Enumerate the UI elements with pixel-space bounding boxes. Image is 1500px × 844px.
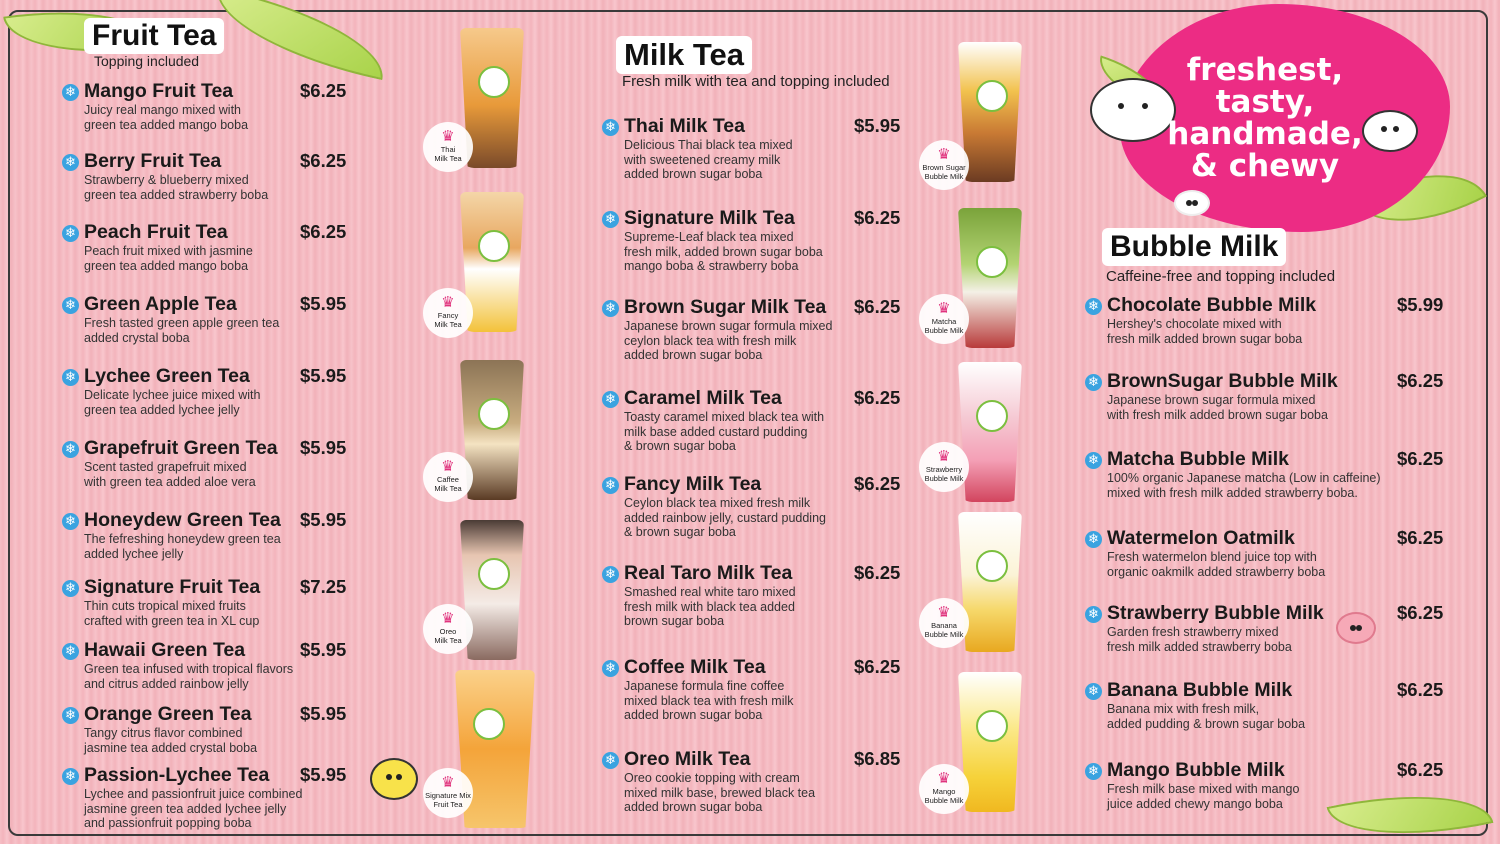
description-line: The fefreshing honeydew green tea — [84, 532, 281, 546]
menu-item-price: $6.25 — [300, 221, 347, 242]
crown-icon: ♛ — [937, 145, 951, 163]
snowflake-icon: ❄ — [1085, 763, 1102, 780]
description-line: with green tea added aloe vera — [84, 474, 256, 489]
cup-badge — [919, 598, 969, 648]
menu-item-price: $6.25 — [1397, 527, 1444, 548]
menu-item-description — [84, 662, 293, 691]
cup-badge — [423, 452, 473, 502]
menu-item — [65, 80, 347, 132]
description-line: Thin cuts tropical mixed fruits — [84, 599, 246, 613]
description-line: Tangy citrus flavor combined — [84, 726, 243, 740]
menu-item-description — [1107, 471, 1381, 500]
tagline-line: handmade, — [1167, 116, 1363, 152]
menu-item-name: Passion-Lychee Tea — [84, 764, 270, 786]
description-line: fresh milk, added brown sugar boba — [624, 244, 823, 259]
description-line: added brown sugar boba — [624, 800, 763, 814]
crown-icon: ♛ — [441, 457, 455, 475]
menu-item-name: Mango Fruit Tea — [84, 80, 234, 102]
mochi-yellow-mascot-icon — [370, 758, 418, 800]
description-line: juice added chewy mango boba — [1107, 796, 1283, 811]
description-line: Lychee and passionfruit juice combined — [84, 787, 303, 801]
menu-item — [605, 115, 901, 182]
menu-item-description — [84, 103, 248, 132]
description-line: jasmine tea added crystal boba — [84, 740, 258, 755]
menu-item-price: $6.25 — [1397, 759, 1444, 780]
description-line: Delicious Thai black tea mixed — [624, 138, 793, 152]
description-line: ceylon black tea with fresh milk — [624, 333, 797, 348]
snowflake-icon: ❄ — [602, 752, 619, 769]
description-line: added pudding & brown sugar boba — [1107, 716, 1306, 731]
mochi-mascot-icon-tiny — [1174, 190, 1210, 216]
menu-item — [65, 703, 347, 755]
badge-label: Oreo — [439, 627, 457, 636]
description-line: Ceylon black tea mixed fresh milk — [624, 496, 811, 510]
menu-item — [605, 562, 901, 629]
menu-item-name: Green Apple Tea — [84, 293, 237, 315]
snowflake-icon: ❄ — [1085, 374, 1102, 391]
description-line: milk base added custard pudding — [624, 424, 808, 439]
description-line: brown sugar boba — [624, 614, 725, 628]
description-line: added brown sugar boba — [624, 167, 763, 181]
menu-item — [65, 293, 347, 345]
description-line: mango boba & strawberry boba — [624, 259, 799, 273]
menu-item — [65, 437, 347, 489]
menu-item-price: $6.25 — [1397, 370, 1444, 391]
menu-item-description — [84, 388, 260, 417]
description-line: with sweetened creamy milk — [624, 152, 781, 167]
snowflake-icon: ❄ — [62, 297, 79, 314]
description-line: Green tea infused with tropical flavors — [84, 662, 294, 676]
badge-label: Strawberry — [925, 465, 963, 474]
menu-item — [1088, 602, 1444, 654]
description-line: organic oakmilk added strawberry boba — [1107, 564, 1326, 579]
description-line: mixed black tea with fresh milk — [624, 693, 794, 708]
milk-tea-title: Milk Tea — [616, 36, 752, 74]
description-line: added crystal boba — [84, 330, 190, 345]
tagline-line: & chewy — [1190, 148, 1340, 184]
description-line: & brown sugar boba — [624, 439, 736, 453]
menu-item-description — [1107, 317, 1316, 346]
badge-label: Fancy — [437, 311, 459, 320]
crown-icon: ♛ — [441, 127, 455, 145]
menu-item — [605, 387, 901, 454]
badge-label: Bubble Milk — [924, 796, 964, 805]
description-line: crafted with green tea in XL cup — [84, 613, 260, 628]
tagline — [1165, 54, 1365, 182]
bubble-milk-subtitle: Caffeine-free and topping included — [1106, 268, 1336, 285]
menu-item-price: $6.25 — [854, 656, 901, 677]
badge-label: Bubble Milk — [924, 172, 964, 181]
menu-item-description — [624, 771, 815, 815]
menu-item-price: $5.95 — [300, 365, 347, 386]
menu-item — [65, 576, 347, 628]
snowflake-icon: ❄ — [602, 119, 619, 136]
description-line: green tea added lychee jelly — [84, 402, 240, 417]
menu-item-name: Grapefruit Green Tea — [84, 437, 278, 459]
menu-item — [1088, 370, 1444, 422]
description-line: Hershey's chocolate mixed with — [1107, 317, 1282, 331]
snowflake-icon: ❄ — [602, 211, 619, 228]
crown-icon: ♛ — [937, 447, 951, 465]
snowflake-icon: ❄ — [602, 391, 619, 408]
menu-item-price: $6.25 — [1397, 448, 1444, 469]
description-line: Japanese brown sugar formula mixed — [1107, 393, 1316, 407]
snowflake-icon: ❄ — [62, 225, 79, 242]
menu-item-name: Honeydew Green Tea — [84, 509, 281, 531]
description-line: added lychee jelly — [84, 546, 184, 561]
snowflake-icon: ❄ — [1085, 683, 1102, 700]
description-line: Fresh milk base mixed with mango — [1107, 782, 1300, 796]
menu-item — [65, 509, 347, 561]
description-line: Banana mix with fresh milk, — [1107, 702, 1260, 716]
snowflake-icon: ❄ — [62, 707, 79, 724]
menu-item-description — [624, 496, 826, 540]
cup-badge — [919, 294, 969, 344]
badge-label: Matcha — [931, 317, 957, 326]
description-line: green tea added mango boba — [84, 117, 249, 132]
snowflake-icon: ❄ — [602, 477, 619, 494]
snowflake-icon: ❄ — [1085, 452, 1102, 469]
menu-item-price: $5.95 — [854, 115, 901, 136]
menu-item-price: $6.25 — [854, 296, 901, 317]
menu-item-description — [624, 410, 824, 454]
description-line: green tea added strawberry boba — [84, 187, 269, 202]
menu-item-name: Hawaii Green Tea — [84, 639, 246, 661]
cup-badge — [919, 140, 969, 190]
menu-item-name: Real Taro Milk Tea — [624, 562, 793, 584]
snowflake-icon: ❄ — [1085, 606, 1102, 623]
menu-item-name: Berry Fruit Tea — [84, 150, 222, 172]
snowflake-icon: ❄ — [1085, 531, 1102, 548]
menu-item-description — [1107, 393, 1338, 422]
description-line: fresh milk with black tea added — [624, 599, 795, 614]
menu-item-description — [84, 599, 260, 628]
menu-item-description — [1107, 625, 1324, 654]
menu-item — [605, 748, 901, 815]
snowflake-icon: ❄ — [62, 768, 79, 785]
menu-item — [1088, 448, 1444, 500]
badge-label: Bubble Milk — [924, 474, 964, 483]
menu-item-description — [84, 316, 279, 345]
snowflake-icon: ❄ — [62, 84, 79, 101]
menu-item-price: $5.95 — [300, 509, 347, 530]
description-line: green tea added mango boba — [84, 258, 249, 273]
menu-item-price: $7.25 — [300, 576, 347, 597]
description-line: Garden fresh strawberry mixed — [1107, 625, 1279, 639]
badge-label: Bubble Milk — [924, 326, 964, 335]
menu-item-name: Watermelon Oatmilk — [1107, 527, 1295, 549]
crown-icon: ♛ — [937, 603, 951, 621]
cup-badge — [423, 122, 473, 172]
menu-item-description — [84, 460, 278, 489]
cup-badge — [423, 768, 473, 818]
badge-label: Banana — [931, 621, 957, 630]
menu-item-price: $6.85 — [854, 748, 901, 769]
menu-item — [1088, 294, 1444, 346]
menu-item — [65, 365, 347, 417]
cup-badge — [423, 288, 473, 338]
badge-label: Caffee — [437, 475, 459, 484]
description-line: fresh milk added strawberry boba — [1107, 639, 1292, 654]
fruit-tea-title: Fruit Tea — [84, 18, 224, 54]
badge-label: Mango — [932, 787, 956, 796]
menu-item-name: Signature Fruit Tea — [84, 576, 261, 598]
menu-item-price: $5.99 — [1397, 294, 1444, 315]
crown-icon: ♛ — [937, 769, 951, 787]
menu-item-description — [84, 244, 253, 273]
description-line: and passionfruit popping boba — [84, 816, 252, 830]
description-line: Delicate lychee juice mixed with — [84, 388, 261, 402]
menu-item-description — [84, 726, 257, 755]
description-line: fresh milk added brown sugar boba — [1107, 331, 1303, 346]
menu-item-description — [84, 532, 281, 561]
crown-icon: ♛ — [441, 293, 455, 311]
snowflake-icon: ❄ — [62, 643, 79, 660]
menu-item-name: Lychee Green Tea — [84, 365, 250, 387]
menu-item-name: Banana Bubble Milk — [1107, 679, 1293, 701]
menu-item-description — [624, 138, 793, 182]
badge-label: Milk Tea — [434, 320, 462, 329]
menu-item-description — [624, 230, 823, 274]
menu-item-name: Coffee Milk Tea — [624, 656, 766, 678]
badge-label: Thai — [440, 145, 456, 154]
badge-label: Milk Tea — [434, 484, 462, 493]
menu-item-price: $6.25 — [1397, 602, 1444, 623]
strawberry-mochi-icon — [1336, 612, 1376, 644]
description-line: Supreme-Leaf black tea mixed — [624, 230, 794, 244]
tagline-line: tasty, — [1215, 84, 1315, 120]
snowflake-icon: ❄ — [602, 660, 619, 677]
snowflake-icon: ❄ — [602, 300, 619, 317]
menu-item-name: Strawberry Bubble Milk — [1107, 602, 1324, 624]
menu-item — [65, 639, 347, 691]
menu-item — [1088, 527, 1444, 579]
menu-item-name: Peach Fruit Tea — [84, 221, 228, 243]
menu-item-name: Oreo Milk Tea — [624, 748, 751, 770]
badge-label: Fruit Tea — [433, 800, 463, 809]
menu-item-name: Matcha Bubble Milk — [1107, 448, 1290, 470]
snowflake-icon: ❄ — [602, 566, 619, 583]
menu-item-price: $6.25 — [854, 387, 901, 408]
description-line: Smashed real white taro mixed — [624, 585, 796, 599]
mochi-mascot-icon — [1090, 78, 1176, 142]
menu-item-price: $6.25 — [1397, 679, 1444, 700]
description-line: Strawberry & blueberry mixed — [84, 173, 249, 187]
crown-icon: ♛ — [937, 299, 951, 317]
menu-item-name: Mango Bubble Milk — [1107, 759, 1285, 781]
menu-item-name: Signature Milk Tea — [624, 207, 795, 229]
cup-badge — [423, 604, 473, 654]
description-line: Toasty caramel mixed black tea with — [624, 410, 825, 424]
menu-item-name: Thai Milk Tea — [624, 115, 745, 137]
badge-label: Milk Tea — [434, 154, 462, 163]
menu-item-price: $6.25 — [854, 562, 901, 583]
menu-item-description — [624, 319, 832, 363]
snowflake-icon: ❄ — [62, 580, 79, 597]
menu-item-description — [1107, 550, 1325, 579]
badge-label: Signature Mix — [425, 791, 471, 800]
menu-item-description — [84, 173, 268, 202]
menu-item-price: $5.95 — [300, 703, 347, 724]
description-line: jasmine green tea added lychee jelly — [84, 801, 287, 816]
description-line: 100% organic Japanese matcha (Low in caffeine) — [1107, 471, 1381, 485]
menu-item-description — [1107, 702, 1305, 731]
snowflake-icon: ❄ — [1085, 298, 1102, 315]
description-line: Japanese brown sugar formula mixed — [624, 319, 833, 333]
menu-item-description — [624, 585, 796, 629]
description-line: mixed milk base, brewed black tea — [624, 785, 816, 800]
cup-badge — [919, 442, 969, 492]
description-line: Japanese formula fine coffee — [624, 679, 785, 693]
mochi-mascot-icon-small — [1362, 110, 1418, 152]
crown-icon: ♛ — [441, 773, 455, 791]
menu-item — [605, 296, 901, 363]
crown-icon: ♛ — [441, 609, 455, 627]
bubble-milk-title: Bubble Milk — [1102, 228, 1286, 266]
description-line: Fresh watermelon blend juice top with — [1107, 550, 1317, 564]
description-line: Juicy real mango mixed with — [84, 103, 242, 117]
menu-item — [1088, 679, 1444, 731]
menu-item-description — [1107, 782, 1299, 811]
menu-item — [605, 656, 901, 723]
menu-item-price: $5.95 — [300, 764, 347, 785]
badge-label: Brown Sugar — [922, 163, 966, 172]
menu-item-price: $6.25 — [300, 80, 347, 101]
description-line: with fresh milk added brown sugar boba — [1107, 407, 1328, 422]
menu-item-price: $6.25 — [854, 473, 901, 494]
menu-item — [65, 221, 347, 273]
menu-item — [1088, 759, 1444, 811]
description-line: and citrus added rainbow jelly — [84, 676, 249, 691]
menu-item-name: Chocolate Bubble Milk — [1107, 294, 1317, 316]
description-line: Peach fruit mixed with jasmine — [84, 244, 253, 258]
menu-item-price: $6.25 — [300, 150, 347, 171]
menu-item-name: BrownSugar Bubble Milk — [1107, 370, 1338, 392]
badge-label: Milk Tea — [434, 636, 462, 645]
menu-item-price: $5.95 — [300, 293, 347, 314]
menu-item — [65, 764, 347, 831]
snowflake-icon: ❄ — [62, 513, 79, 530]
snowflake-icon: ❄ — [62, 154, 79, 171]
badge-label: Bubble Milk — [924, 630, 964, 639]
description-line: Fresh tasted green apple green tea — [84, 316, 280, 330]
menu-item-name: Fancy Milk Tea — [624, 473, 762, 495]
menu-item-price: $5.95 — [300, 437, 347, 458]
snowflake-icon: ❄ — [62, 369, 79, 386]
menu-item-name: Brown Sugar Milk Tea — [624, 296, 827, 318]
description-line: mixed with fresh milk added strawberry boba. — [1107, 485, 1358, 500]
menu-item-price: $5.95 — [300, 639, 347, 660]
menu-item-name: Caramel Milk Tea — [624, 387, 782, 409]
cup-badge — [919, 764, 969, 814]
menu-item — [605, 207, 901, 274]
description-line: added brown sugar boba — [624, 348, 763, 362]
menu-item — [65, 150, 347, 202]
menu-item — [605, 473, 901, 540]
menu-item-description — [624, 679, 794, 723]
tagline-line: freshest, — [1186, 52, 1344, 88]
description-line: Scent tasted grapefruit mixed — [84, 460, 247, 474]
description-line: added brown sugar boba — [624, 708, 763, 722]
snowflake-icon: ❄ — [62, 441, 79, 458]
fruit-tea-subtitle: Topping included — [94, 53, 200, 69]
menu-item-description — [84, 787, 302, 831]
description-line: added rainbow jelly, custard pudding — [624, 510, 826, 525]
description-line: Oreo cookie topping with cream — [624, 771, 800, 785]
menu-item-price: $6.25 — [854, 207, 901, 228]
description-line: & brown sugar boba — [624, 525, 736, 539]
menu-item-name: Orange Green Tea — [84, 703, 252, 725]
milk-tea-subtitle: Fresh milk with tea and topping included — [622, 73, 890, 90]
